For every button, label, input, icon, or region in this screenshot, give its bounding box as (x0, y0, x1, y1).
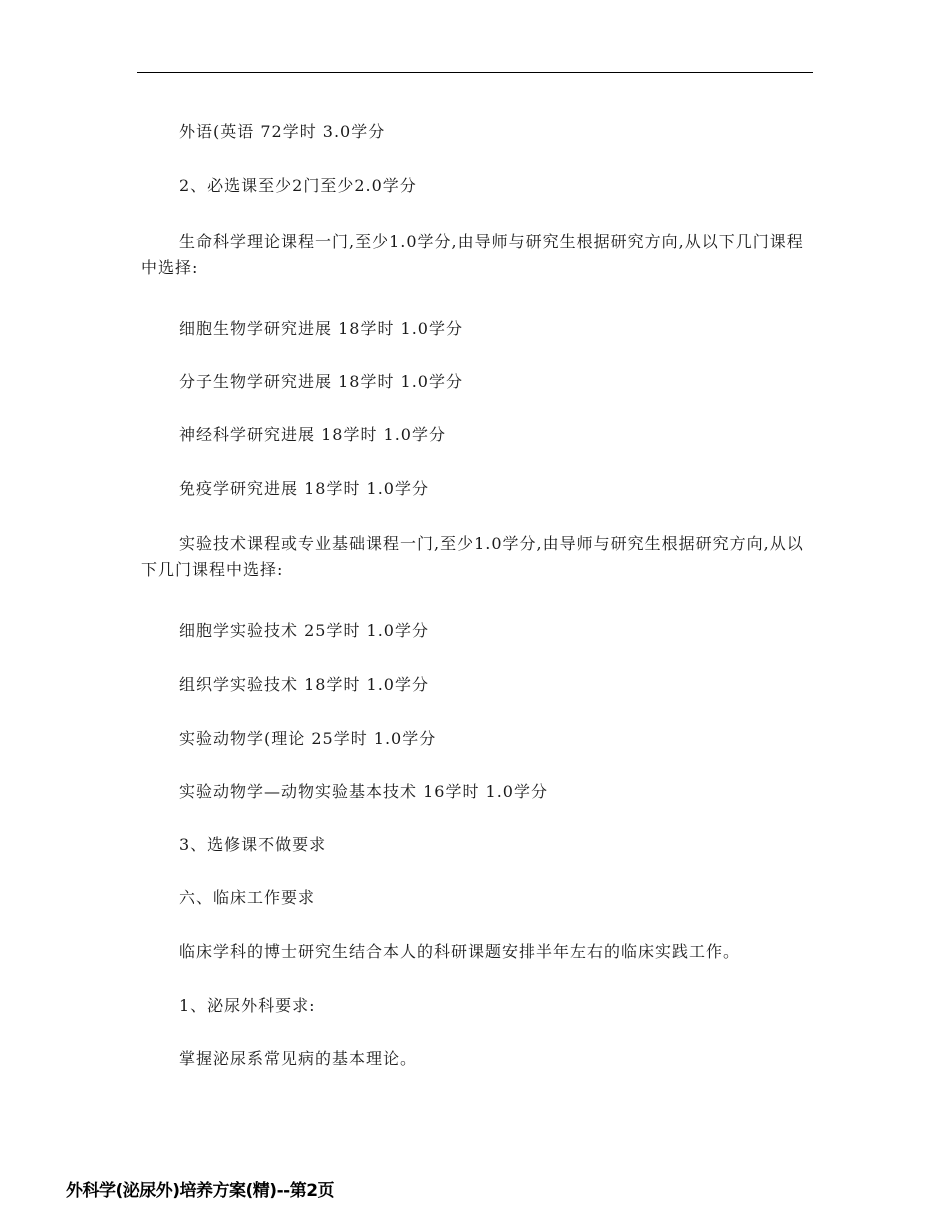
paragraph-course-molecular-biology: 分子生物学研究进展 18学时 1.0学分 (179, 372, 463, 391)
paragraph-urology-requirements: 1、泌尿外科要求: (179, 996, 316, 1015)
paragraph-required-electives: 2、必选课至少2门至少2.0学分 (179, 176, 417, 195)
paragraph-course-lab-animal-technique: 实验动物学—动物实验基本技术 16学时 1.0学分 (179, 782, 548, 801)
paragraph-clinical-practice: 临床学科的博士研究生结合本人的科研课题安排半年左右的临床实践工作。 (179, 942, 741, 961)
paragraph-lab-technique-courses: 实验技术课程或专业基础课程一门,至少1.0学分,由导师与研究生根据研究方向,从以下几门课程中选择: (141, 534, 804, 579)
header-rule (137, 72, 813, 73)
paragraph-optional-courses: 3、选修课不做要求 (179, 835, 327, 854)
paragraph-course-immunology: 免疫学研究进展 18学时 1.0学分 (179, 479, 429, 498)
paragraph-life-science-theory: 生命科学理论课程一门,至少1.0学分,由导师与研究生根据研究方向,从以下几门课程中选择: (141, 232, 804, 277)
paragraph-course-lab-animal-theory: 实验动物学(理论 25学时 1.0学分 (179, 729, 437, 748)
page-footer: 外科学(泌尿外)培养方案(精)--第2页 (66, 1181, 335, 1201)
paragraph-course-histology-lab: 组织学实验技术 18学时 1.0学分 (179, 675, 429, 694)
paragraph-course-cytology-lab: 细胞学实验技术 25学时 1.0学分 (179, 621, 429, 640)
section-heading-clinical-work: 六、临床工作要求 (179, 888, 316, 907)
paragraph-course-cell-biology: 细胞生物学研究进展 18学时 1.0学分 (179, 319, 463, 338)
paragraph-urology-theory: 掌握泌尿系常见病的基本理论。 (179, 1049, 418, 1068)
paragraph-course-neuroscience: 神经科学研究进展 18学时 1.0学分 (179, 425, 446, 444)
paragraph-foreign-language: 外语(英语 72学时 3.0学分 (179, 122, 386, 141)
